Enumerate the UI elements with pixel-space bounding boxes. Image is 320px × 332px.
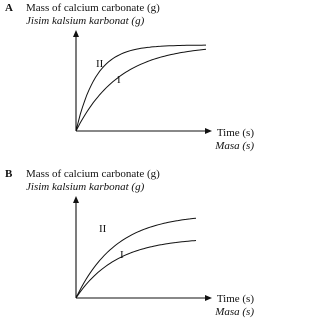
series-line-ii bbox=[76, 218, 196, 298]
series-label-ii: II bbox=[99, 223, 107, 235]
series-label-ii: II bbox=[96, 58, 104, 70]
y-axis-label-ms: Jisim kalsium karbonat (g) bbox=[26, 15, 145, 27]
x-axis-label-en: Time (s) bbox=[216, 293, 254, 305]
series-label-i: I bbox=[120, 249, 124, 261]
y-axis-label-ms: Jisim kalsium karbonat (g) bbox=[26, 181, 145, 193]
x-axis-label bbox=[215, 293, 254, 319]
y-axis-label-en: Mass of calcium carbonate (g) bbox=[26, 2, 160, 14]
option-letter: A bbox=[5, 2, 13, 14]
x-axis-label bbox=[215, 127, 254, 153]
x-axis-label-ms: Masa (s) bbox=[215, 306, 254, 318]
y-axis-arrow bbox=[73, 30, 79, 37]
series-line-i bbox=[76, 241, 196, 299]
option-a-graph bbox=[0, 0, 262, 166]
x-axis-label-ms: Masa (s) bbox=[215, 140, 254, 152]
x-axis-arrow bbox=[205, 128, 212, 134]
option-b-graph bbox=[0, 166, 262, 332]
option-letter: B bbox=[5, 168, 13, 180]
y-axis-label-en: Mass of calcium carbonate (g) bbox=[26, 168, 160, 180]
y-axis-arrow bbox=[73, 196, 79, 203]
x-axis-arrow bbox=[205, 295, 212, 301]
x-axis-label-en: Time (s) bbox=[216, 127, 254, 139]
series-label-i: I bbox=[117, 74, 121, 86]
